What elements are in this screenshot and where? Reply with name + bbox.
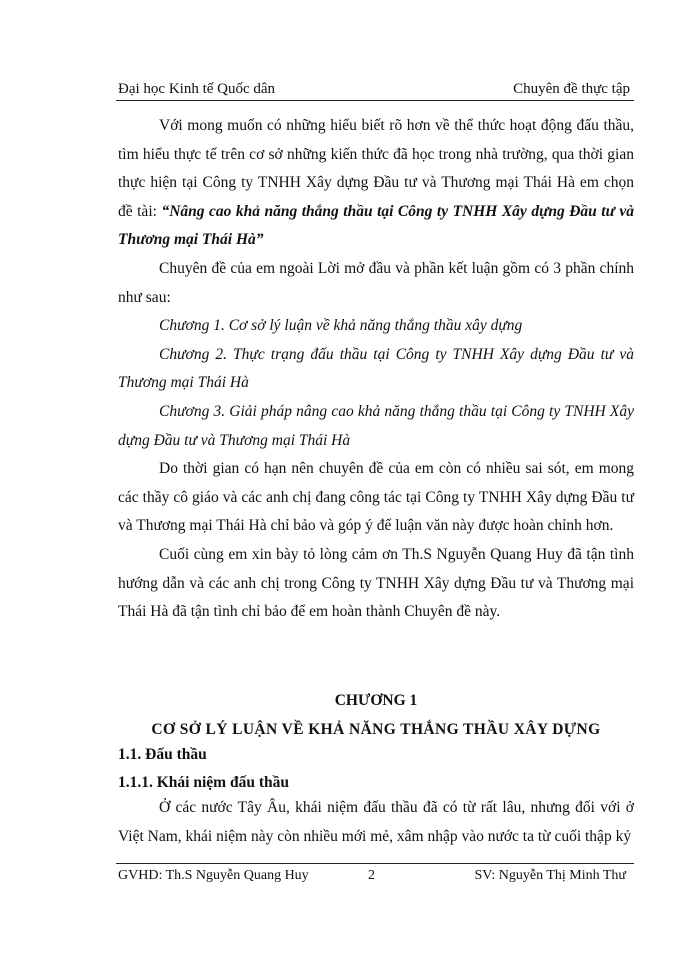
chapter-heading: CHƯƠNG 1	[334, 692, 418, 709]
chapter-list-item-3: Chương 3. Giải pháp nâng cao khả năng thắng thầu tại Công ty TNHH Xây dựng Đầu tư và Thương mại Thái Hà	[118, 402, 634, 449]
header-divider	[116, 100, 634, 101]
section-paragraph: Ở các nước Tây Âu, khái niệm đấu thầu đã có từ rất lâu, nhưng đối với ở Việt Nam, khái niệm này còn nhiều mới mẻ, xâm nhập vào nước ta từ cuối thập kỷ	[118, 799, 634, 845]
intro-paragraph-4: Cuối cùng em xin bày tỏ lòng cảm ơn Th.S Nguyễn Quang Huy đã tận tình hướng dẫn và các anh chị trong Công ty TNHH Xây dựng Đầu tư và Thương mại Thái Hà đã tận tình chỉ bảo để em hoàn thành Chuyên đề này.	[118, 545, 634, 621]
intro-paragraph-2: Chuyên đề của em ngoài Lời mở đầu và phần kết luận gồm có 3 phần chính như sau:	[118, 259, 634, 306]
page-number: 2	[368, 868, 375, 883]
section-body	[118, 794, 634, 851]
page-footer	[118, 868, 626, 890]
header-doc-type: Chuyên đề thực tập	[513, 81, 630, 97]
intro-paragraph-1	[118, 112, 634, 255]
thesis-title: “Nâng cao khả năng thắng thầu tại Công ty TNHH Xây dựng Đầu tư và Thương mại Thái Hà”	[118, 202, 635, 249]
intro-paragraph-3: Do thời gian có hạn nên chuyên đề của em còn có nhiều sai sót, em mong các thầy cô giáo và các anh chị đang công tác tại Công ty TNHH Xây dựng Đầu tư và Thương mại Thái Hà chỉ bảo và góp ý để luận văn này được hoàn chỉnh hơn.	[118, 460, 634, 535]
header-university: Đại học Kinh tế Quốc dân	[118, 81, 276, 97]
footer-divider	[116, 863, 634, 864]
chapter-list-item-1: Chương 1. Cơ sở lý luận về khả năng thắng thầu xây dựng	[159, 317, 523, 335]
footer-student: SV: Nguyễn Thị Minh Thư	[474, 868, 626, 883]
section-heading: 1.1. Đấu thầu	[118, 746, 207, 763]
page-header	[118, 76, 630, 98]
footer-supervisor: GVHD: Th.S Nguyễn Quang Huy	[118, 868, 309, 883]
intro-text: Với mong muốn có những hiểu biết rõ hơn về thể thức hoạt động đấu thầu, tìm hiểu thực tế trên cơ sở những kiến thức đã học trong nhà trường, qua thời gian thực hiện tại Công ty TNHH Xây dựng Đầu tư và Thương mại Thái Hà em chọn đề tài:	[118, 117, 634, 220]
subsection-heading: 1.1.1. Khái niệm đấu thầu	[118, 774, 289, 791]
intro-body	[118, 112, 634, 627]
chapter-subtitle: CƠ SỞ LÝ LUẬN VỀ KHẢ NĂNG THẮNG THẦU XÂY DỰNG	[151, 721, 601, 738]
chapter-list-item-2: Chương 2. Thực trạng đấu thầu tại Công ty TNHH Xây dựng Đầu tư và Thương mại Thái Hà	[118, 345, 634, 392]
